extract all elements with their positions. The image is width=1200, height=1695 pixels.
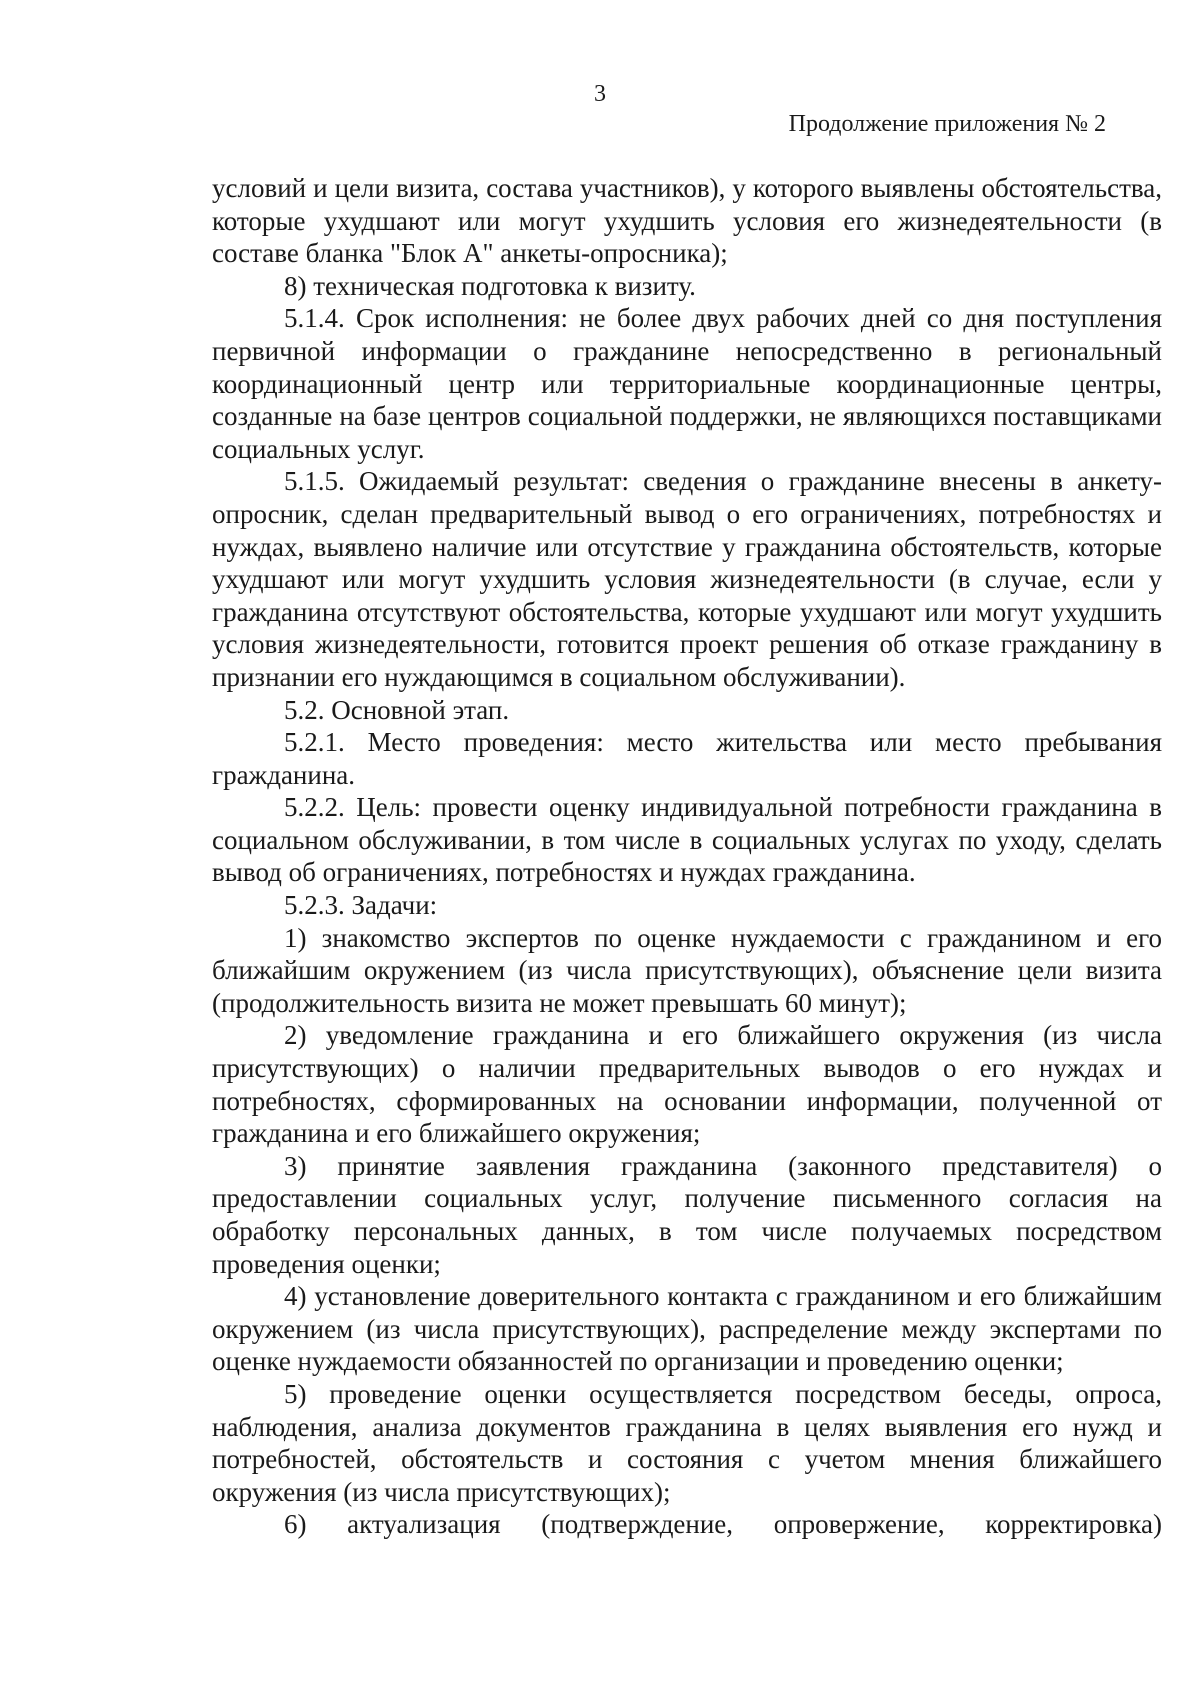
paragraph: 5.2.3. Задачи: (284, 890, 438, 921)
paragraph: 8) техническая подготовка к визиту. (284, 270, 696, 301)
paragraph: 5.2.1. Место проведения: место жительства или место пребывания гражданина. (212, 727, 1162, 790)
paragraph: 5.1.5. Ожидаемый результат: сведения о гражданине внесены в анкету-опросник, сделан предварительный вывод о его ограничениях, потребностях и нуждах, выявлено наличие или отсутствие у гражданина обстоятельств, которые ухудшают или могут ухудшить условия жизнедеятельности (в случае, если у гражданина отсутствуют обстоятельства, которые ухудшают или могут ухудшить условия жизнедеятельности, готовится проект решения об отказе гражданину в признании его нуждающимся в социальном обслуживании). (212, 466, 1162, 692)
list-item: 5) проведение оценки осуществляется посредством беседы, опроса, наблюдения, анализа документов гражданина в целях выявления его нужд и потребностей, обстоятельств и состояния с учетом мнения ближайшего окружения (из числа присутствующих); (212, 1378, 1162, 1507)
paragraph: условий и цели визита, состава участников), у которого выявлены обстоятельства, которые ухудшают или могут ухудшить условия его жизнедеятельности (в составе бланка "Блок А" анкеты-опросника); (212, 173, 1162, 269)
list-item: 2) уведомление гражданина и его ближайшего окружения (из числа присутствующих) о наличии предварительных выводов о его нуждах и потребностях, сформированных на основании информации, полученной от гражданина и его ближайшего окружения; (212, 1020, 1162, 1149)
appendix-continuation-label: Продолжение приложения № 2 (788, 111, 1106, 137)
list-item: 3) принятие заявления гражданина (законного представителя) о предоставлении социальных услуг, получение письменного согласия на обработку персональных данных, в том числе получаемых посредством проведения оценки; (212, 1150, 1162, 1279)
document-body (212, 172, 1162, 1541)
section-heading: 5.2. Основной этап. (284, 694, 510, 725)
paragraph: 5.1.4. Срок исполнения: не более двух рабочих дней со дня поступления первичной информации о гражданине непосредственно в региональный координационный центр или территориальные координационные центры, созданные на базе центров социальной поддержки, не являющихся поставщиками социальных услуг. (212, 303, 1162, 464)
list-item: 1) знакомство экспертов по оценке нуждаемости с гражданином и его ближайшим окружением (из числа присутствующих), объяснение цели визита (продолжительность визита не может превышать 60 минут); (212, 922, 1162, 1018)
paragraph: 5.2.2. Цель: провести оценку индивидуальной потребности гражданина в социальном обслуживании, в том числе в социальных услугах по уходу, сделать вывод об ограничениях, потребностях и нуждах гражданина. (212, 792, 1162, 888)
list-item: 4) установление доверительного контакта с гражданином и его ближайшим окружением (из числа присутствующих), распределение между экспертами по оценке нуждаемости обязанностей по организации и проведению оценки; (212, 1281, 1162, 1377)
list-item: 6) актуализация (подтверждение, опровержение, корректировка) (284, 1509, 1162, 1540)
page-number: 3 (594, 81, 606, 107)
